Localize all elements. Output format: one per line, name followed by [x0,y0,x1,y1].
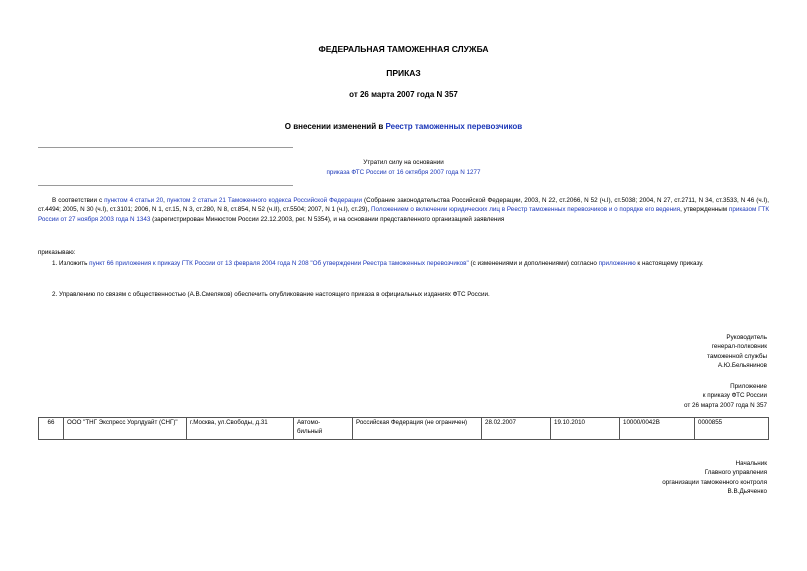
cell-certificate: 10000/0042В [620,418,695,440]
doc-type: ПРИКАЗ [386,68,421,78]
cell-date-to: 19.10.2010 [551,418,620,440]
gtk-order-208-link[interactable]: пункт 66 приложения к приказу ГТК России от 13 февраля 2004 года N 208 "Об утверждении Реестра таможенных перевозчиков" [89,260,469,267]
doc-subject [0,122,807,131]
order-word: приказываю: [38,249,76,256]
item1-text: к настоящему приказу. [635,260,704,267]
footer-signature-block [662,459,767,497]
footer-signature-name: В.В.Дьяченко [727,488,767,496]
divider-bottom [38,185,293,186]
appendix-date: от 26 марта 2007 года N 357 [683,401,767,409]
preamble-text: , утвержденным [680,206,729,214]
footer-signature-org: организации таможенного контроля [662,478,767,486]
status-note-line1: Утратил силу на основании [363,159,444,166]
appendix-header [684,382,767,410]
footer-signature-department: Главного управления [704,469,767,477]
signature-name: А.Ю.Бельянинов [717,362,767,370]
regulation-link[interactable]: Положением о включении юридических лиц в Реестр таможенных перевозчиков и о порядке его ведения [371,206,681,214]
repeal-order-link[interactable]: приказа ФТС России от 16 октября 2007 года N 1277 [326,169,481,176]
cell-address: г.Москва, ул.Свободы, д.31 [187,418,294,440]
registry-link[interactable]: Реестр таможенных перевозчиков [385,122,523,131]
preamble-text: (зарегистрирован Минюстом России 22.12.2003, рег. N 5354), и на основании представленного организацией заявления [150,215,505,223]
cell-company: ООО "ТНГ Экспресс Уорлдуайт (СНГ)" [64,418,187,440]
appendix-title: Приложение [730,383,767,390]
preamble-text: (Собрание законодательства Российской Федерации, 2003, N 22, ст.2066, N 52 (ч.I), ст.5038; 2004, N 27, ст.2711, N 34, ст.3533, N 46 (ч.I), ст.4494; 2005, N 30 (ч.I), ст.3101; 2006, N 1, ст.15, N 3, ст.280, N 8, ст.854, N 52 (ч.II), ст.5504; 2007, N 1 (ч.I), ст.29), [38,197,769,214]
agency-title: ФЕДЕРАЛЬНАЯ ТАМОЖЕННАЯ СЛУЖБА [318,44,489,54]
cell-code: 0000855 [695,418,769,440]
signature-title: Руководитель [726,334,767,341]
preamble-text: , [163,197,167,204]
status-note-line2 [0,168,807,177]
order-item-2: 2. Управлению по связям с общественностью (А.В.Смеляков) обеспечить опубликование настоящего приказа в официальных изданиях ФТС России. [52,291,490,298]
preamble-text: В соответствии с [52,197,105,204]
signature-block [707,333,767,371]
customs-code-art21-link[interactable]: пунктом 2 статьи 21 Таможенного кодекса Российской Федерации [166,197,363,204]
cell-transport: Автомо- бильный [294,418,353,440]
cell-territory: Российская Федерация (не ограничен) [353,418,482,440]
appendix-ref: к приказу ФТС России [702,392,767,400]
doc-date-number: от 26 марта 2007 года N 357 [349,90,458,99]
cell-date-from: 28.02.2007 [482,418,551,440]
table-row [39,418,769,440]
order-item-1 [38,259,769,268]
appendix-link[interactable]: приложению [598,260,636,267]
footer-signature-title: Начальник [735,460,767,467]
divider-top [38,147,293,148]
subject-prefix: О внесении изменений в [284,122,386,131]
registry-table [38,417,769,440]
cell-number: 66 [39,418,64,440]
preamble-paragraph [38,196,769,224]
gtk-order-1343-link[interactable]: приказом ГТК России от 27 ноября 2003 года N 1343 [38,206,770,223]
signature-service: таможенной службы [707,352,767,360]
signature-rank: генерал-полковник [711,343,767,351]
item1-text: (с изменениями и дополнениями) согласно [468,260,599,267]
item1-text: 1. Изложить [52,260,90,267]
customs-code-art20-link[interactable]: пунктом 4 статьи 20 [104,197,164,204]
